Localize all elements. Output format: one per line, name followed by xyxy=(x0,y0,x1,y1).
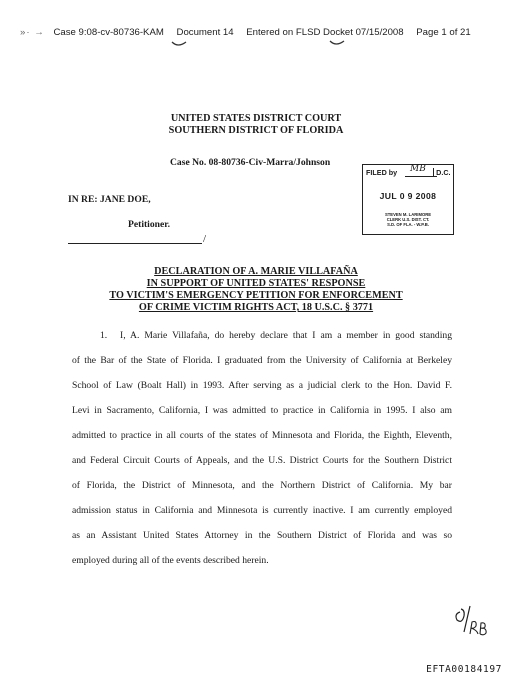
stamp-dc: D.C. xyxy=(433,168,450,177)
caption-rule xyxy=(68,243,202,244)
title-line: IN SUPPORT OF UNITED STATES' RESPONSE xyxy=(146,278,366,289)
handwritten-check-marks xyxy=(0,38,512,50)
filed-stamp xyxy=(362,164,454,235)
body-line: admitted to practice in all courts of the states of Minnesota and Florida, the Eighth, Eleventh, xyxy=(72,430,452,441)
stamp-initials: MB xyxy=(410,164,426,174)
stamp-clerk-line: CLERK U.S. DIST. CT. xyxy=(386,216,430,222)
body-line: I, A. Marie Villafaña, do hereby declare that I am a member in good standing xyxy=(120,330,452,341)
court-name: UNITED STATES DISTRICT COURT xyxy=(170,113,342,124)
title-line: OF CRIME VICTIM RIGHTS ACT, 18 U.S.C. § 3771 xyxy=(138,302,374,313)
stamp-signature-rule xyxy=(405,176,437,177)
header-entered-date: Entered on FLSD Docket 07/15/2008 xyxy=(246,27,404,38)
stamp-clerk-block xyxy=(363,213,453,227)
margin-mark: »· → xyxy=(20,27,45,38)
caption-slash: / xyxy=(203,233,207,245)
paragraph-number: 1. xyxy=(100,330,108,341)
body-line: and Federal Circuit Courts of Appeals, and the U.S. District Courts for the Southern District xyxy=(72,455,452,466)
header-document-number: Document 14 xyxy=(176,27,234,38)
caption-in-re: IN RE: JANE DOE, xyxy=(68,194,151,205)
body-line: School of Law (Boalt Hall) in 1993. After serving as a judicial clerk to the Hon. David F. xyxy=(72,380,452,391)
body-line: employed during all of the events described herein. xyxy=(72,555,269,566)
stamp-date: JUL 0 9 2008 xyxy=(379,191,437,201)
title-line: DECLARATION OF A. MARIE VILLAFAÑA xyxy=(154,266,358,277)
stamp-clerk-line: STEVEN M. LARIMORE xyxy=(384,212,432,217)
body-line: Levi in Sacramento, California, I was admitted to practice in California in 1995. I also am xyxy=(72,405,452,416)
body-line: as an Assistant United States Attorney in the Southern District of Florida and was so xyxy=(72,530,452,541)
case-number: Case No. 08-80736-Civ-Marra/Johnson xyxy=(170,157,331,168)
stamp-filed-by: FILED by xyxy=(366,168,398,177)
docket-header xyxy=(20,27,500,38)
stamp-clerk-line: S.D. OF FLA. - W.P.B. xyxy=(387,221,429,227)
caption-petitioner: Petitioner. xyxy=(128,219,171,230)
header-page-count: Page 1 of 21 xyxy=(416,27,471,38)
bates-number: EFTA00184197 xyxy=(426,664,502,675)
body-line: of Florida, the District of Minnesota, and the Northern District of California. My bar xyxy=(72,480,452,491)
title-line: TO VICTIM'S EMERGENCY PETITION FOR ENFORCEMENT xyxy=(109,290,403,301)
body-line: of the Bar of the State of Florida. I graduated from the University of California at Berkeley xyxy=(72,355,452,366)
court-district: SOUTHERN DISTRICT OF FLORIDA xyxy=(168,125,344,136)
body-line: admission status in California and Minnesota is currently inactive. I am currently employed xyxy=(72,505,452,516)
handwritten-initials xyxy=(450,600,495,640)
header-case-number: Case 9:08-cv-80736-KAM xyxy=(53,27,164,38)
